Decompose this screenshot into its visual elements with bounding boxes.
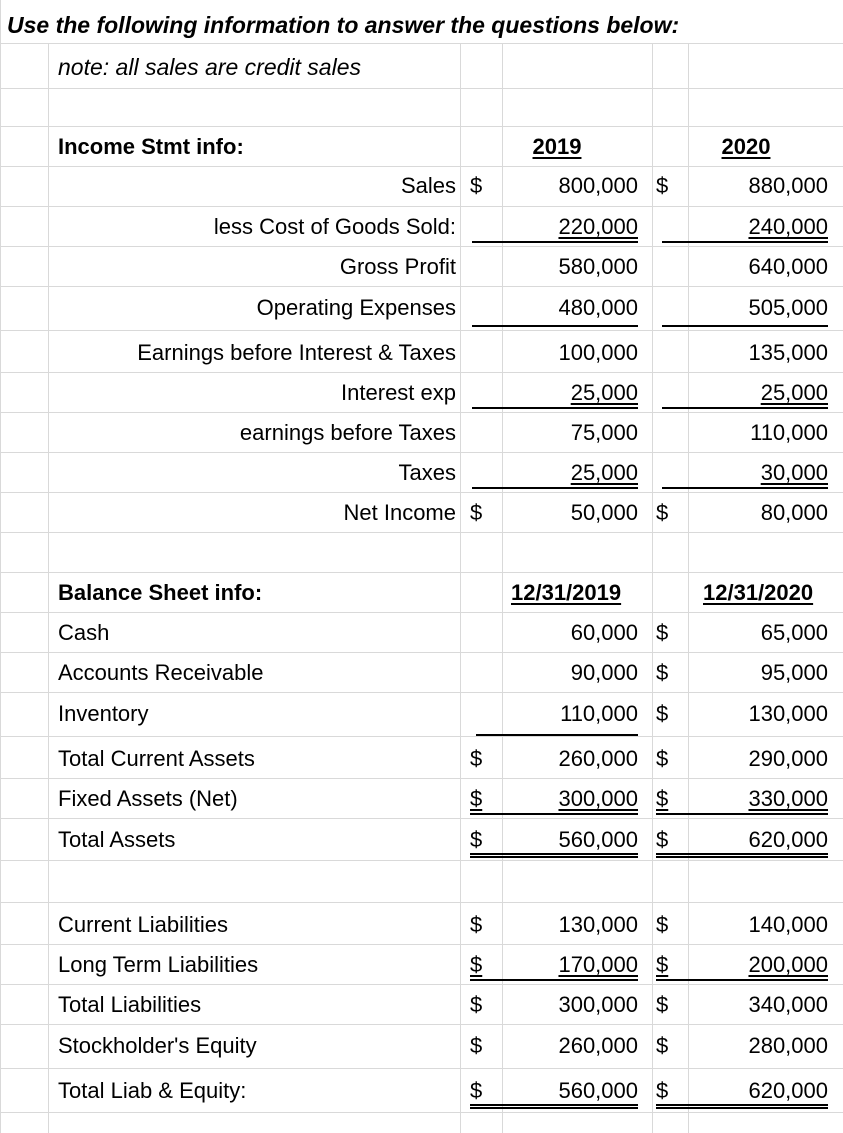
income-value-2019: 25,000 [570,460,638,485]
liability-value-2019: 130,000 [558,912,638,937]
dollar-sign: $ [656,1033,669,1058]
dollar-sign: $ [656,827,669,852]
underline [662,241,828,243]
instruction-text: Use the following information to answer the questions below: [7,12,680,38]
dollar-sign: $ [656,701,669,726]
liability-value-2020: 200,000 [748,952,828,977]
dollar-sign: $ [470,912,483,937]
income-value-2020: 505,000 [748,295,828,320]
underline [662,407,828,409]
income-label: Sales [400,173,456,198]
income-label: Operating Expenses [256,295,456,320]
underline [472,241,638,243]
underline [656,979,828,981]
dollar-sign: $ [656,500,669,525]
grid-col [460,44,461,1133]
grid-col [48,44,49,1133]
income-label: Gross Profit [339,254,456,279]
liability-value-2019: 260,000 [558,1033,638,1058]
asset-label: Fixed Assets (Net) [58,786,238,811]
underline [470,979,638,981]
income-label: Taxes [398,460,456,485]
underline [476,734,638,736]
asset-value-2020: 330,000 [748,786,828,811]
dollar-sign: $ [656,912,669,937]
dollar-sign: $ [656,173,669,198]
liability-label: Total Liab & Equity: [58,1078,247,1103]
dollar-sign: $ [470,173,483,198]
dollar-sign: $ [470,952,483,977]
income-label: Interest exp [341,380,456,405]
double-underline [470,853,638,858]
income-value-2020: 110,000 [750,420,828,445]
dollar-sign: $ [656,1078,669,1103]
liability-value-2020: 340,000 [748,992,828,1017]
asset-value-2019: 300,000 [558,786,638,811]
asset-label: Total Assets [58,827,176,852]
asset-label: Total Current Assets [58,746,255,771]
dollar-sign: $ [470,500,483,525]
asset-value-2019: 560,000 [558,827,638,852]
liability-label: Total Liabilities [58,992,202,1017]
income-value-2019: 580,000 [558,254,638,279]
asset-value-2019: 60,000 [570,620,638,645]
income-value-2019: 800,000 [558,173,638,198]
income-value-2019: 220,000 [558,214,638,239]
underline [470,813,638,815]
note-text: note: all sales are credit sales [58,54,361,80]
grid-row [0,861,843,903]
asset-value-2020: 130,000 [748,701,828,726]
grid-col [688,44,689,1133]
dollar-sign: $ [470,1033,483,1058]
dollar-sign: $ [470,1078,483,1103]
underline [656,813,828,815]
liability-value-2020: 620,000 [748,1078,828,1103]
underline [472,407,638,409]
income-value-2020: 30,000 [760,460,828,485]
income-label: Net Income [343,500,456,525]
income-value-2019: 50,000 [570,500,638,525]
income-value-2019: 100,000 [558,340,638,365]
liability-value-2020: 280,000 [748,1033,828,1058]
underline [662,325,828,327]
dollar-sign: $ [656,660,669,685]
income-value-2019: 480,000 [558,295,638,320]
income-value-2019: 25,000 [570,380,638,405]
income-value-2020: 80,000 [760,500,828,525]
income-col-2019: 2019 [532,134,582,159]
income-label: earnings before Taxes [239,420,456,445]
asset-value-2020: 65,000 [760,620,828,645]
income-value-2020: 880,000 [748,173,828,198]
liability-value-2019: 300,000 [558,992,638,1017]
liability-label: Current Liabilities [58,912,228,937]
income-section-label: Income Stmt info: [58,134,244,159]
double-underline [470,1104,638,1109]
asset-value-2020: 620,000 [748,827,828,852]
grid-row [0,89,843,127]
dollar-sign: $ [470,992,483,1017]
underline [472,325,638,327]
dollar-sign: $ [656,992,669,1017]
grid-col [652,44,653,1133]
asset-label: Accounts Receivable [58,660,264,685]
liability-label: Long Term Liabilities [58,952,259,977]
double-underline [656,853,828,858]
asset-value-2020: 290,000 [748,746,828,771]
income-value-2019: 75,000 [570,420,638,445]
grid-row [0,533,843,573]
balance-col-2019: 12/31/2019 [511,580,622,605]
double-underline [656,1104,828,1109]
income-value-2020: 25,000 [760,380,828,405]
liability-label: Stockholder's Equity [58,1033,257,1058]
asset-value-2019: 110,000 [560,701,638,726]
underline [662,487,828,489]
liability-value-2019: 560,000 [558,1078,638,1103]
dollar-sign: $ [470,827,483,852]
income-value-2020: 640,000 [748,254,828,279]
asset-label: Cash [58,620,110,645]
income-value-2020: 240,000 [748,214,828,239]
dollar-sign: $ [656,786,669,811]
dollar-sign: $ [470,746,483,771]
dollar-sign: $ [656,952,669,977]
balance-section-label: Balance Sheet info: [58,580,263,605]
income-col-2020: 2020 [721,134,771,159]
asset-value-2019: 260,000 [558,746,638,771]
liability-value-2019: 170,000 [558,952,638,977]
balance-col-2020: 12/31/2020 [703,580,814,605]
dollar-sign: $ [656,620,669,645]
underline [472,487,638,489]
dollar-sign: $ [470,786,483,811]
income-value-2020: 135,000 [748,340,828,365]
asset-value-2019: 90,000 [570,660,638,685]
income-label: Earnings before Interest & Taxes [137,340,456,365]
asset-value-2020: 95,000 [760,660,828,685]
income-label: less Cost of Goods Sold: [213,214,456,239]
liability-value-2020: 140,000 [748,912,828,937]
asset-label: Inventory [58,701,149,726]
dollar-sign: $ [656,746,669,771]
